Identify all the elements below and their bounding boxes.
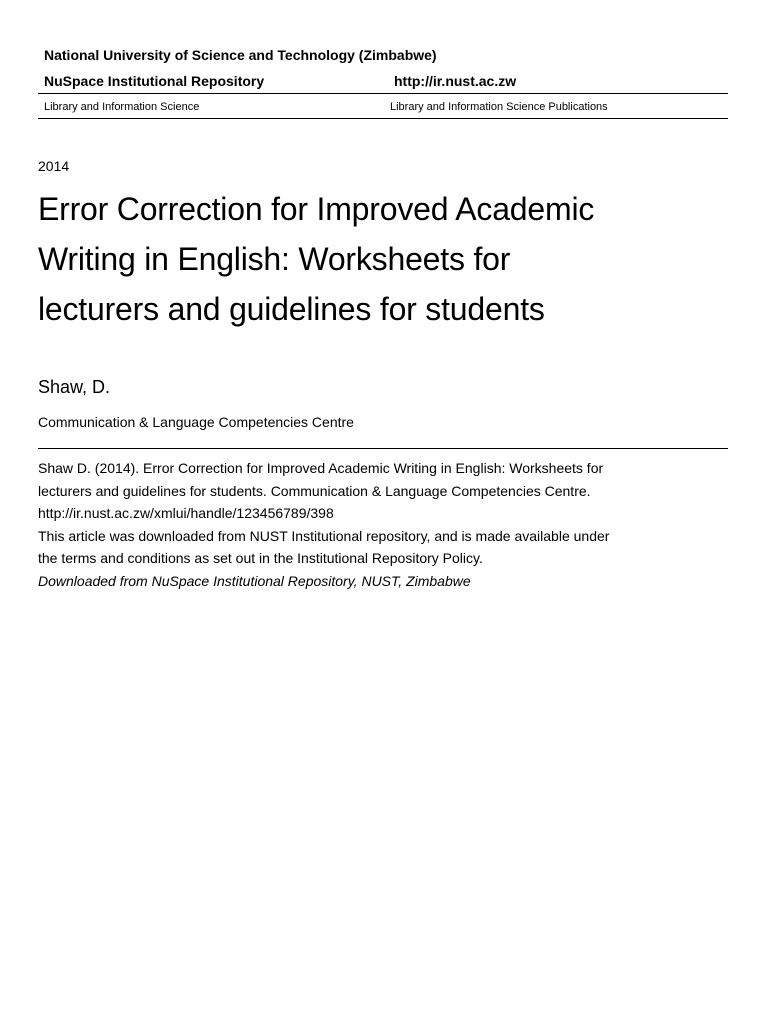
- title-line: lecturers and guidelines for students: [38, 291, 545, 327]
- header-divider-bottom: [38, 118, 728, 119]
- collection-name: Library and Information Science Publications: [390, 101, 608, 113]
- community-name: Library and Information Science: [44, 101, 200, 113]
- title-line: Error Correction for Improved Academic: [38, 191, 595, 227]
- title-line: Writing in English: Worksheets for: [38, 241, 511, 277]
- repository-url-link[interactable]: http://ir.nust.ac.zw: [394, 73, 517, 89]
- citation-divider: [38, 448, 728, 449]
- publication-year: 2014: [38, 158, 70, 174]
- document-title: [38, 184, 738, 334]
- author-affiliation: Communication & Language Competencies Centre: [38, 414, 354, 430]
- citation-line: the terms and conditions as set out in the Institutional Repository Policy.: [38, 550, 483, 566]
- institution-name: National University of Science and Technology (Zimbabwe): [44, 47, 437, 63]
- author-name: Shaw, D.: [38, 377, 111, 397]
- citation-handle-link[interactable]: http://ir.nust.ac.zw/xmlui/handle/123456789/398: [38, 505, 334, 521]
- citation-block: [38, 457, 738, 592]
- header-divider-top: [38, 93, 728, 94]
- downloaded-note: Downloaded from NuSpace Institutional Repository, NUST, Zimbabwe: [38, 572, 471, 589]
- citation-line: lecturers and guidelines for students. Communication & Language Competencies Centre.: [38, 482, 591, 499]
- citation-line: Shaw D. (2014). Error Correction for Improved Academic Writing in English: Worksheets for: [38, 460, 604, 476]
- repository-name: NuSpace Institutional Repository: [44, 73, 265, 89]
- citation-line: This article was downloaded from NUST Institutional repository, and is made available under: [38, 527, 610, 544]
